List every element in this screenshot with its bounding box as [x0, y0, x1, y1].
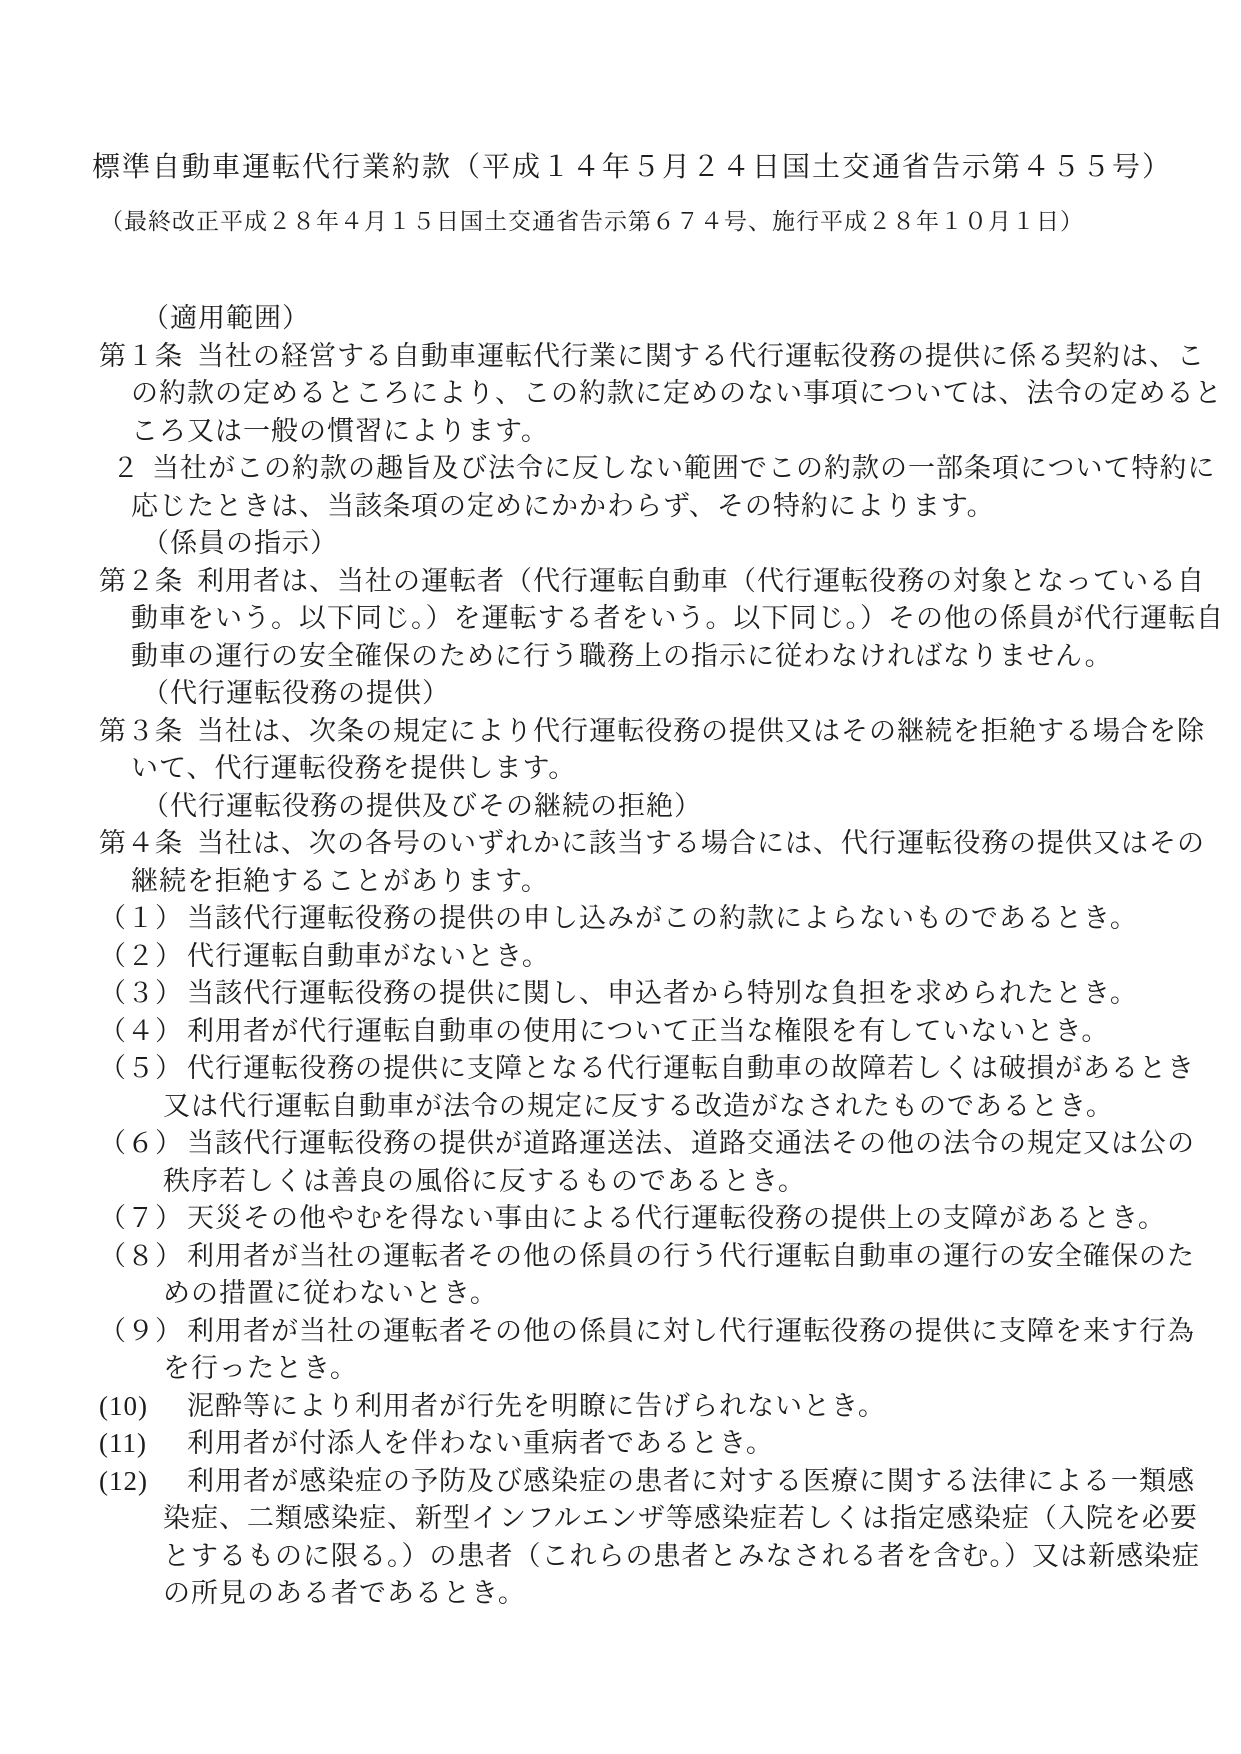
line-text: （代行運転役務の提供及びその継続の拒絶）	[142, 790, 702, 821]
text-line	[99, 638, 1169, 676]
line-text: 秩序若しくは善良の風俗に反するものであるとき。	[163, 1165, 806, 1196]
line-text: 当社は、次の各号のいずれかに該当する場合には、代行運転役務の提供又はその	[197, 828, 1205, 858]
line-text: 利用者は、当社の運転者（代行運転自動車（代行運転役務の対象となっている自	[197, 565, 1205, 596]
text-line	[99, 1163, 1169, 1201]
text-line	[99, 1425, 1169, 1463]
text-line	[99, 900, 1169, 938]
text-line	[99, 863, 1169, 901]
line-text: 利用者が付添人を伴わない重病者であるとき。	[187, 1428, 774, 1458]
clause-number: （７）	[99, 1203, 183, 1233]
text-line	[99, 1125, 1195, 1163]
text-line	[99, 375, 1223, 413]
text-line	[99, 338, 1205, 376]
line-text: 又は代行運転自動車が法令の規定に反する改造がなされたものであるとき。	[163, 1090, 1114, 1121]
clause-number: （３）	[99, 978, 183, 1008]
text-line	[99, 938, 1169, 976]
clause-number: (10)	[99, 1390, 148, 1421]
clause-number: （６）	[99, 1128, 183, 1158]
section-heading	[99, 525, 1169, 563]
clause-number: （９）	[99, 1315, 183, 1346]
clause-number: （４）	[99, 1015, 183, 1046]
clause-number: (11)	[99, 1428, 147, 1458]
text-line	[99, 1313, 1195, 1351]
text-line	[99, 1350, 1169, 1388]
line-text: 代行運転役務の提供に支障となる代行運転自動車の故障若しくは破損があるとき	[187, 1053, 1195, 1083]
clause-number: 第１条	[99, 340, 183, 371]
text-line	[99, 713, 1205, 751]
line-text: 染症、二類感染症、新型インフルエンザ等感染症若しくは指定感染症（入院を必要	[163, 1503, 1198, 1533]
clause-number: 第４条	[99, 828, 183, 858]
line-text: とするものに限る。）の患者（これらの患者とみなされる者を含む。）又は新感染症	[163, 1540, 1200, 1571]
text-line	[99, 825, 1205, 863]
line-text: 継続を拒絶することがあります。	[131, 865, 549, 896]
text-line	[99, 1275, 1169, 1313]
line-text: めの措置に従わないとき。	[163, 1278, 498, 1308]
line-text: ころ又は一般の慣習によります。	[131, 415, 549, 446]
line-text: （適用範囲）	[142, 303, 310, 333]
section-heading	[99, 300, 1169, 338]
line-text: を行ったとき。	[163, 1353, 358, 1383]
text-line	[99, 563, 1205, 601]
clause-number: （１）	[99, 903, 183, 933]
text-line	[99, 1088, 1169, 1126]
document-body	[99, 300, 1224, 1613]
line-text: （代行運転役務の提供）	[142, 678, 450, 708]
text-line	[99, 1575, 1169, 1613]
text-line	[99, 1388, 1169, 1426]
amendment-note: （最終改正平成２８年４月１５日国土交通省告示第６７４号、施行平成２８年１０月１日）	[100, 209, 1084, 234]
text-line	[99, 1050, 1195, 1088]
line-text: 利用者が代行運転自動車の使用について正当な権限を有していないとき。	[187, 1015, 1110, 1046]
line-text: 利用者が当社の運転者その他の係員の行う代行運転自動車の運行の安全確保のた	[187, 1240, 1195, 1271]
line-text: の約款の定めるところにより、この約款に定めのない事項については、法令の定めると	[131, 378, 1223, 408]
text-line	[99, 750, 1169, 788]
line-text: の所見のある者であるとき。	[163, 1578, 526, 1608]
line-text: 当該代行運転役務の提供の申し込みがこの約款によらないものであるとき。	[187, 903, 1138, 933]
text-line	[99, 488, 1169, 526]
line-text: 泥酔等により利用者が行先を明瞭に告げられないとき。	[187, 1390, 886, 1421]
text-line	[99, 413, 1169, 451]
line-text: 当社の経営する自動車運転代行業に関する代行運転役務の提供に係る契約は、こ	[197, 340, 1205, 371]
clause-number: （２）	[99, 940, 183, 971]
line-text: （係員の指示）	[142, 528, 338, 558]
line-text: 当社は、次条の規定により代行運転役務の提供又はその継続を拒絶する場合を除	[197, 715, 1205, 746]
text-line	[99, 1538, 1200, 1576]
document-title: 標準自動車運転代行業約款（平成１４年５月２４日国土交通省告示第４５５号）	[92, 152, 1173, 183]
text-line	[99, 975, 1169, 1013]
line-text: いて、代行運転役務を提供します。	[131, 753, 577, 783]
line-text: 応じたときは、当該条項の定めにかかわらず、その特約によります。	[131, 490, 995, 521]
line-text: 当社がこの約款の趣旨及び法令に反しない範囲でこの約款の一部条項について特約に	[152, 453, 1216, 483]
section-heading	[99, 788, 1169, 826]
clause-number: （５）	[99, 1053, 183, 1083]
line-text: 代行運転自動車がないとき。	[187, 940, 550, 971]
clause-number: ２	[112, 453, 140, 483]
line-text: 当該代行運転役務の提供に関し、申込者から特別な負担を求められたとき。	[187, 978, 1138, 1008]
text-line	[99, 1013, 1169, 1051]
line-text: 動車の運行の安全確保のために行う職務上の指示に従わなければなりません。	[131, 640, 1113, 671]
section-heading	[99, 675, 1169, 713]
text-line	[99, 1463, 1195, 1501]
text-line	[99, 1238, 1195, 1276]
line-text: 利用者が当社の運転者その他の係員に対し代行運転役務の提供に支障を来す行為	[187, 1315, 1195, 1346]
text-line	[99, 600, 1224, 638]
text-line	[99, 1500, 1198, 1538]
text-line	[99, 1200, 1169, 1238]
line-text: 動車をいう。以下同じ。）を運転する者をいう。以下同じ。）その他の係員が代行運転自	[131, 603, 1224, 633]
line-text: 天災その他やむを得ない事由による代行運転役務の提供上の支障があるとき。	[187, 1203, 1166, 1233]
line-text: 当該代行運転役務の提供が道路運送法、道路交通法その他の法令の規定又は公の	[187, 1128, 1195, 1158]
text-line	[99, 450, 1216, 488]
line-text: 利用者が感染症の予防及び感染症の患者に対する医療に関する法律による一類感	[187, 1465, 1195, 1496]
clause-number: 第２条	[99, 565, 183, 596]
clause-number: 第３条	[99, 715, 183, 746]
clause-number: （８）	[99, 1240, 183, 1271]
clause-number: (12)	[99, 1465, 148, 1496]
